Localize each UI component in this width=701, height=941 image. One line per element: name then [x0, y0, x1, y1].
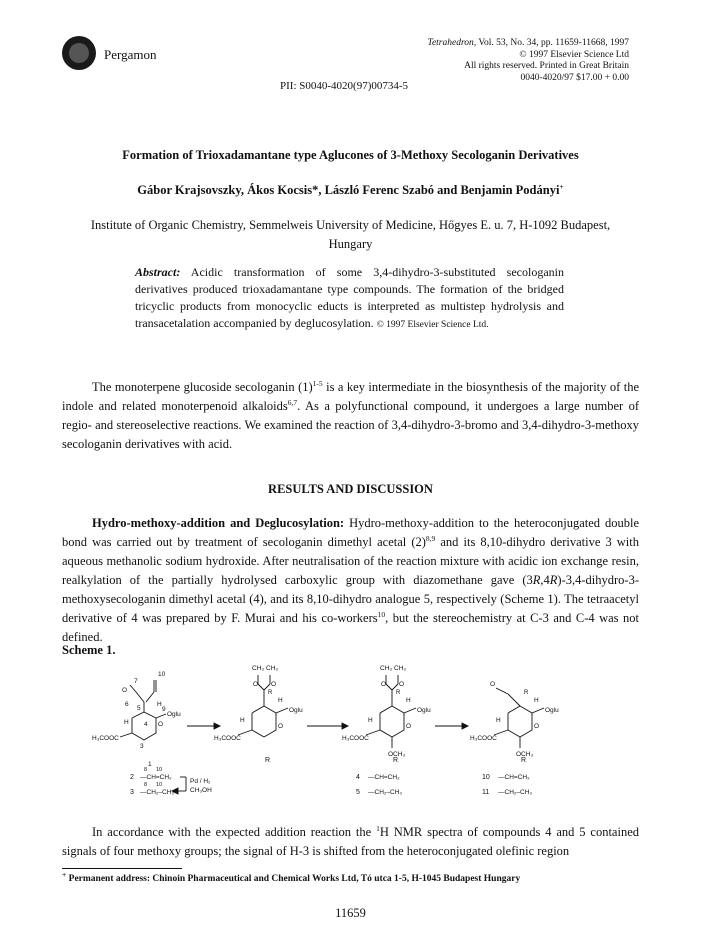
- label-o-a: O: [253, 681, 259, 688]
- author-footnote-mark: +: [559, 181, 564, 191]
- nmr-text-2: H NMR spectra of compounds 4 and 5 contained signals of four methoxy groups; the signal of H-3 is shifted from the heteroconjugated olefinic region: [62, 825, 640, 858]
- substituent-11: —CH₂–CH₃: [498, 789, 533, 796]
- institution: Institute of Organic Chemistry, Semmelweis University of Medicine, Hőgyes E. u. 7, H-1092 Budapest, Hungary: [90, 218, 611, 251]
- label-o-ring-2: O: [278, 723, 284, 730]
- substituent-10: —CH=CH₂: [498, 774, 530, 781]
- label-ch3-b: CH₃: [266, 665, 279, 672]
- compound-5: 5: [356, 789, 360, 796]
- label-ch3-c: CH₃: [380, 665, 393, 672]
- journal-name: Tetrahedron: [427, 38, 474, 48]
- label-o-b: O: [271, 681, 277, 688]
- compound-1: 1: [148, 761, 152, 768]
- label-c8-a: 8: [144, 767, 148, 773]
- label-h-1: H: [157, 701, 162, 708]
- compound-3: 3: [130, 789, 134, 796]
- intro-text-2: is a key intermediate in the biosynthesis of the majority of the indole and related monoterpenoid alkaloids: [62, 380, 639, 413]
- label-o-c: O: [381, 681, 387, 688]
- hydro-text-3: ,4: [540, 573, 550, 587]
- reagent-solvent: CH₃OH: [190, 787, 212, 794]
- label-c10-a: 10: [156, 767, 163, 773]
- hydro-paragraph: [62, 514, 639, 647]
- structure-4-5: [366, 675, 416, 748]
- footnote-text: Permanent address: Chinoin Pharmaceutical and Chemical Works Ltd, Tó utca 1-5, H-1045 Budapest Hungary: [66, 874, 521, 884]
- label-ester-4: H₃COOC: [470, 735, 497, 742]
- substituent-4: —CH=CH₂: [368, 774, 400, 781]
- label-o-aldehyde-2: O: [490, 681, 496, 688]
- label-ester-2: H₃COOC: [214, 735, 241, 742]
- ref-10: 10: [377, 609, 386, 619]
- label-c10-b: 10: [156, 782, 163, 788]
- scheme-1-figure: [62, 658, 639, 808]
- hydro-text-5: , but the stereochemistry at C-3 and C-4 was not defined.: [62, 611, 639, 644]
- compound-4: 4: [356, 774, 360, 781]
- label-o-ring-4: O: [534, 723, 540, 730]
- ref-1-5: 1-5: [312, 378, 323, 388]
- reagent-pd: Pd / H₂: [190, 778, 211, 785]
- label-h-3: H: [278, 697, 283, 704]
- intro-paragraph: [62, 378, 639, 454]
- label-oglu-3: Oglu: [417, 707, 431, 714]
- label-h-6: H: [368, 717, 373, 724]
- footnote: [62, 869, 521, 884]
- label-h-8: H: [496, 717, 501, 724]
- column-r-1: R: [265, 757, 271, 764]
- label-c9: 9: [162, 706, 166, 713]
- ref-6-7: 6,7: [287, 397, 298, 407]
- substituent-2: —CH=CH₂: [140, 774, 172, 781]
- abstract-text: Acidic transformation of some 3,4-dihydro-3-substituted secologanin derivatives produced trioxadamantane type compounds. The formation of the bridged tricyclic products from monocyclic educts is interpreted as multistep hydrolysis and transacetalation accompanied by deglucosylation.: [135, 265, 564, 330]
- hydro-text-1: Hydro-methoxy-addition to the heteroconjugated double bond was carried out by treatment of secologanin dimethyl acetal (2): [62, 516, 639, 549]
- label-c5: 5: [137, 705, 141, 712]
- label-h-2: H: [124, 719, 129, 726]
- substituent-5: —CH₂–CH₃: [368, 789, 403, 796]
- label-ch3-a: CH₃: [252, 665, 265, 672]
- substituent-3: —CH₂–CH₃: [140, 789, 175, 796]
- page-number: 11659: [335, 906, 366, 920]
- label-c10: 10: [158, 671, 166, 678]
- label-h-5: H: [406, 697, 411, 704]
- label-r-3: R: [524, 690, 529, 696]
- author-list: Gábor Krajsovszky, Ákos Kocsis*, László Ferenc Szabó and Benjamin Podányi: [137, 183, 560, 197]
- label-r-2: R: [396, 690, 401, 696]
- footnote-rule: [62, 868, 182, 869]
- label-h-7: H: [534, 697, 539, 704]
- label-h-4: H: [240, 717, 245, 724]
- column-r-2: R: [393, 757, 399, 764]
- label-c6: 6: [125, 701, 129, 708]
- label-c8-b: 8: [144, 782, 148, 788]
- nmr-superscript: 1: [376, 823, 380, 833]
- section-heading: RESULTS AND DISCUSSION: [268, 482, 433, 496]
- copyright-line: © 1997 Elsevier Science Ltd: [519, 49, 629, 60]
- label-och3-1: OCH₃: [388, 751, 406, 758]
- abstract-label: Abstract:: [135, 265, 181, 279]
- publisher-name: Pergamon: [104, 47, 157, 62]
- label-ester-3: H₃COOC: [342, 735, 369, 742]
- ref-8-9: 8,9: [425, 533, 436, 543]
- label-o-ring-3: O: [406, 723, 412, 730]
- abstract-copyright: © 1997 Elsevier Science Ltd.: [376, 320, 489, 330]
- label-och3-2: OCH₃: [516, 751, 534, 758]
- citation-line: [428, 38, 629, 50]
- rights-line: All rights reserved. Printed in Great Britain: [464, 61, 629, 71]
- intro-text-1: The monoterpene glucoside secologanin (1): [92, 380, 313, 394]
- nmr-paragraph: [62, 823, 639, 861]
- label-r-1: R: [268, 690, 273, 696]
- citation-block: [428, 38, 629, 84]
- label-o-aldehyde: O: [122, 687, 128, 694]
- compound-10: 10: [482, 774, 490, 781]
- citation: , Vol. 53, No. 34, pp. 11659-11668, 1997: [473, 38, 629, 48]
- label-o-ring-1: O: [158, 721, 164, 728]
- footnote-mark: +: [62, 869, 67, 879]
- compound-2: 2: [130, 774, 134, 781]
- authors: [40, 183, 661, 198]
- pii: PII: S0040-4020(97)00734-5: [280, 80, 409, 92]
- paper-title: Formation of Trioxadamantane type Aglucones of 3-Methoxy Secologanin Derivatives: [122, 148, 579, 162]
- abstract: [135, 264, 564, 334]
- run-in-heading: Hydro-methoxy-addition and Deglucosylation:: [92, 516, 345, 530]
- price-line: 0040-4020/97 $17.00 + 0.00: [520, 72, 629, 83]
- label-c4: 4: [144, 721, 148, 728]
- label-ch3-d: CH₃: [394, 665, 407, 672]
- stereo-r2: R: [549, 573, 558, 587]
- stereo-r1: R: [532, 573, 541, 587]
- hydro-text-4: )-3,4-dihydro-3-methoxysecologanin dimethyl acetal (4), and its 8,10-dihydro analogue 5, respectively (Scheme 1). The tetraacetyl derivative of 4 was prepared by F. Murai and his co-workers: [62, 573, 639, 625]
- compound-11: 11: [482, 789, 490, 796]
- hydro-text-2: and its 8,10-dihydro derivative 3 with aqueous methanolic sodium hydroxide. After neutralisation of the reaction mixture with acidic ion exchange resin, realkylation of the partially hydrolysed carboxylic group with diazomethane gave (3: [62, 535, 640, 587]
- label-oglu-1: Oglu: [167, 711, 181, 718]
- nmr-text-1: In accordance with the expected addition reaction the: [92, 825, 377, 839]
- scheme-label: Scheme 1.: [62, 643, 116, 657]
- label-o-d: O: [399, 681, 405, 688]
- label-c3: 3: [140, 743, 144, 750]
- column-r-3: R: [521, 757, 527, 764]
- publisher-logo: [62, 36, 96, 70]
- label-oglu-4: Oglu: [545, 707, 559, 714]
- label-c7: 7: [134, 678, 138, 685]
- label-oglu-2: Oglu: [289, 707, 303, 714]
- label-ester-1: H₃COOC: [92, 735, 119, 742]
- intro-text-3: . As a polyfunctional compound, it undergoes a large number of regio- and stereoselective reactions. We examined the reaction of 3,4-dihydro-3-bromo and 3,4-dihydro-3-methoxy secologanin derivatives with acid.: [62, 399, 639, 451]
